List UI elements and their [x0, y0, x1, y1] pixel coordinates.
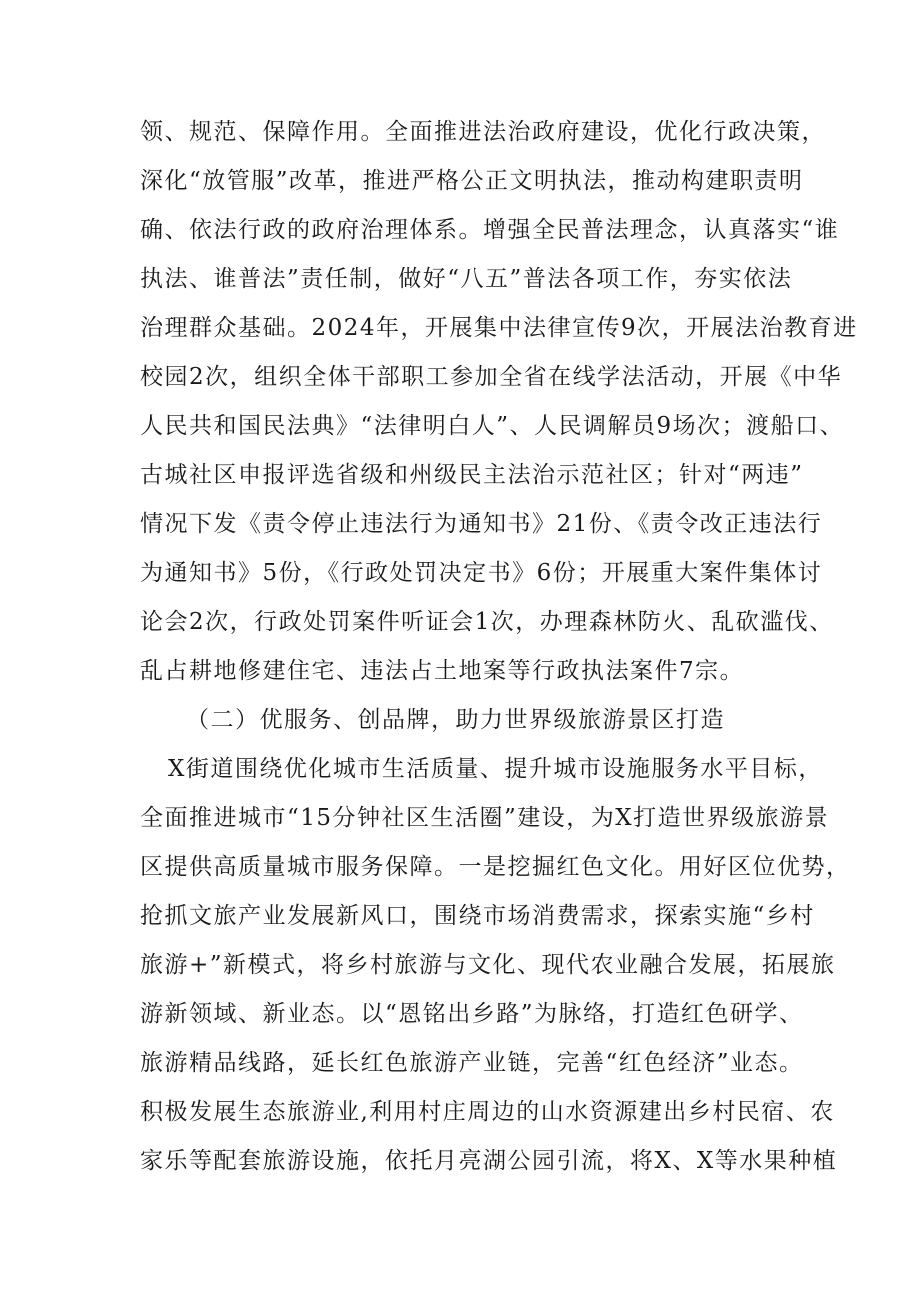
paragraph-line: 区提供高质量城市服务保障。一是挖掘红色文化。用好区位优势， — [140, 854, 851, 880]
paragraph-line: 为通知书》5份，《行政处罚决定书》6份；开展重大案件集体讨 — [140, 560, 823, 586]
paragraph-line: 家乐等配套旅游设施，依托月亮湖公园引流，将X、X等水果种植 — [140, 1148, 838, 1174]
paragraph-line: 乱占耕地修建住宅、违法占土地案等行政执法案件7宗。 — [140, 658, 745, 684]
paragraph-line: 全面推进城市“15分钟社区生活圈”建设，为X打造世界级旅游景 — [140, 805, 830, 831]
paragraph-line: 深化“放管服”改革，推进严格公正文明执法，推动构建职责明 — [140, 168, 804, 194]
document-body — [140, 108, 858, 1186]
paragraph-line: 人民共和国民法典》“法律明白人”、人民调解员9场次；渡船口、 — [140, 413, 845, 439]
paragraph-line: 旅游精品线路，延长红色旅游产业链，完善“红色经济”业态。 — [140, 1050, 804, 1076]
paragraph-line: 执法、谁普法”责任制，做好“八五”普法各项工作，夯实依法 — [140, 266, 793, 292]
paragraph-line: 古城社区申报评选省级和州级民主法治示范社区；针对“两违” — [140, 462, 804, 488]
section-heading: （二）优服务、创品牌，助力世界级旅游景区打造 — [186, 707, 725, 733]
paragraph-line: 旅游+”新模式，将乡村旅游与文化、现代农业融合发展，拓展旅 — [140, 952, 836, 978]
paragraph-line: 论会2次，行政处罚案件听证会1次，办理森林防火、乱砍滥伐、 — [140, 609, 834, 635]
paragraph-line: 确、依法行政的政府治理体系。增强全民普法理念，认真落实“谁 — [140, 217, 840, 243]
paragraph-line: 积极发展生态旅游业,利用村庄周边的山水资源建出乡村民宿、农 — [140, 1099, 835, 1125]
paragraph-line: 游新领域、新业态。以“恩铭出乡路”为脉络，打造红色研学、 — [140, 1001, 804, 1027]
paragraph-first-line: X街道围绕优化城市生活质量、提升城市设施服务水平目标， — [168, 756, 823, 782]
paragraph-line: 校园2次，组织全体干部职工参加全省在线学法活动，开展《中华 — [140, 364, 843, 390]
paragraph-line: 治理群众基础。2024年，开展集中法律宣传9次，开展法治教育进 — [140, 315, 858, 341]
paragraph-line: 情况下发《责令停止违法行为通知书》21份、《责令改正违法行 — [140, 511, 823, 537]
paragraph-line: 抢抓文旅产业发展新风口，围绕市场消费需求，探索实施“乡村 — [140, 903, 815, 929]
paragraph-line: 领、规范、保障作用。全面推进法治政府建设，优化行政决策， — [140, 119, 826, 145]
